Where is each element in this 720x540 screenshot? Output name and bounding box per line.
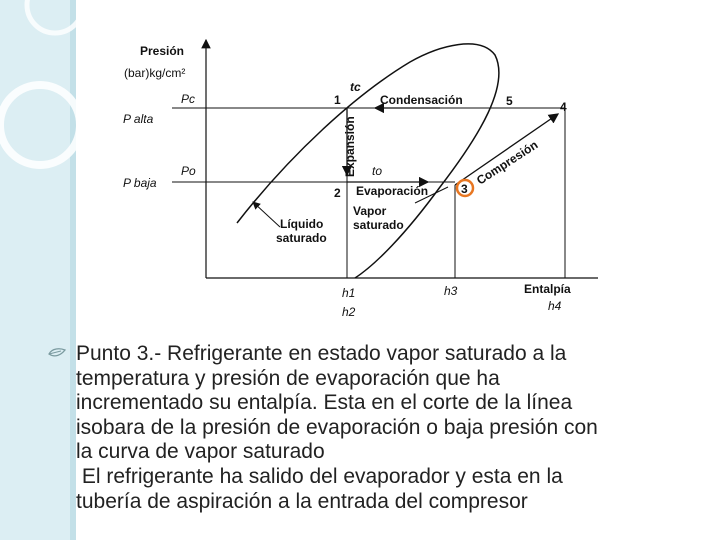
h4-label: h4 xyxy=(548,299,562,313)
p-alta-label: P alta xyxy=(123,112,154,126)
compresion-arrow xyxy=(455,114,558,185)
liquido-label-line2: saturado xyxy=(276,231,327,245)
evaporacion-label: Evaporación xyxy=(356,184,429,198)
expansion-label: Expansión xyxy=(343,116,357,177)
point-3-description xyxy=(76,342,716,514)
point-2: 2 xyxy=(334,186,341,200)
liquido-pointer xyxy=(253,202,280,227)
text-line-1: Punto 3.- Refrigerante en estado vapor saturado a la xyxy=(76,342,567,365)
text-line-7: tubería de aspiración a la entrada del compresor xyxy=(76,489,528,513)
point-5: 5 xyxy=(506,94,513,108)
x-axis-title: Entalpía xyxy=(524,282,571,296)
h1-label: h1 xyxy=(342,286,356,300)
leaf-bullet-icon xyxy=(48,347,66,361)
vapor-label-line1: Vapor xyxy=(353,204,387,218)
p-baja-label: P baja xyxy=(123,176,157,190)
pc-label: Pc xyxy=(181,92,196,106)
condensacion-label: Condensación xyxy=(380,93,463,107)
text-line-4: isobara de la presión de evaporación o baja presión con xyxy=(76,415,598,439)
text-line-2: temperatura y presión de evaporación que ha xyxy=(76,366,500,390)
po-label: Po xyxy=(181,164,196,178)
liquido-label-line1: Líquido xyxy=(280,217,324,231)
text-line-3: incrementado su entalpía. Esta en el corte de la línea xyxy=(76,391,573,415)
h3-label: h3 xyxy=(444,284,458,298)
compresion-label: Compresión xyxy=(474,137,541,188)
text-line-5: la curva de vapor saturado xyxy=(76,440,325,464)
left-accent-bar xyxy=(0,0,70,540)
text-line-6: El refrigerante ha salido del evaporador y esta en la xyxy=(76,464,563,488)
point-1: 1 xyxy=(334,93,341,107)
point-4: 4 xyxy=(560,100,567,114)
point-3: 3 xyxy=(461,182,468,196)
vapor-label-line2: saturado xyxy=(353,218,404,232)
y-axis-unit: (bar)kg/cm² xyxy=(124,66,186,80)
h2-label: h2 xyxy=(342,305,356,319)
y-axis-title: Presión xyxy=(140,44,185,58)
tc-label: tc xyxy=(350,80,361,94)
to-label: to xyxy=(372,164,383,178)
ph-diagram xyxy=(110,25,610,325)
